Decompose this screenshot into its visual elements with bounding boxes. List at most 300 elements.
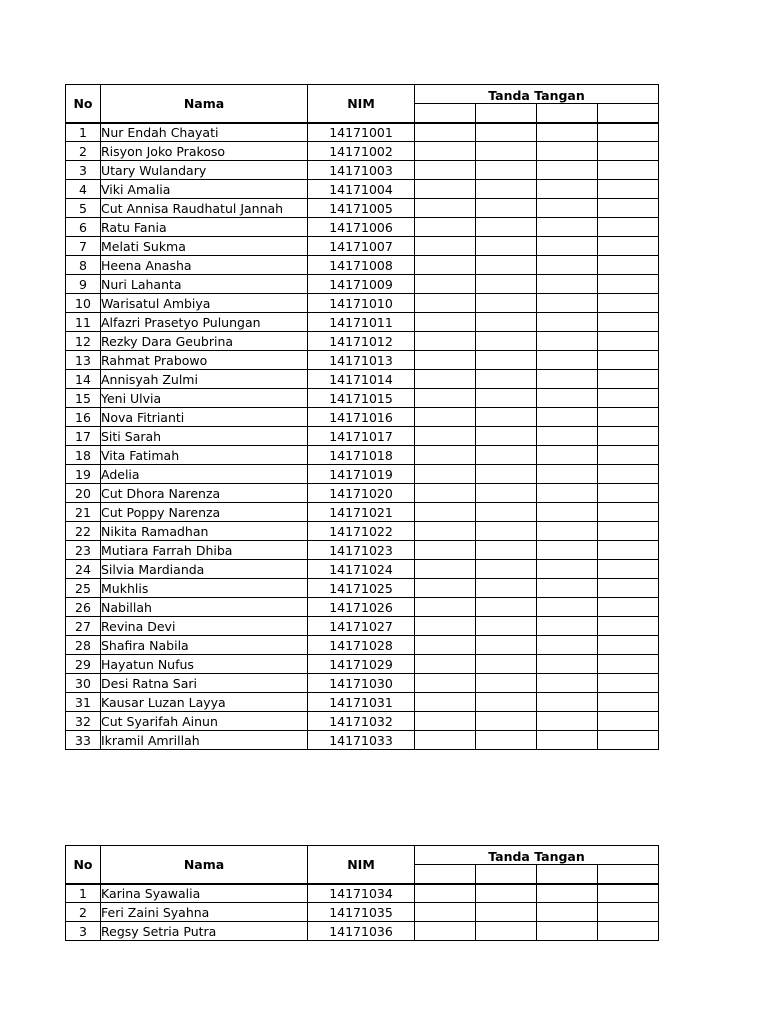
student-nim: 14171030	[308, 674, 415, 693]
student-nim: 14171007	[308, 237, 415, 256]
signature-cell[interactable]	[598, 332, 659, 351]
signature-cell[interactable]	[537, 484, 598, 503]
table-row	[66, 884, 659, 903]
row-number: 3	[66, 922, 101, 941]
row-number: 26	[66, 598, 101, 617]
signature-cell[interactable]	[537, 465, 598, 484]
student-name: Silvia Mardianda	[101, 560, 308, 579]
signature-cell[interactable]	[476, 256, 537, 275]
student-nim: 14171015	[308, 389, 415, 408]
row-number: 2	[66, 142, 101, 161]
signature-cell[interactable]	[476, 123, 537, 142]
signature-cell[interactable]	[476, 408, 537, 427]
student-nim: 14171005	[308, 199, 415, 218]
row-number: 20	[66, 484, 101, 503]
student-name: Feri Zaini Syahna	[101, 903, 308, 922]
signature-subheader-cell	[476, 104, 537, 123]
table-row	[66, 655, 659, 674]
table-row	[66, 674, 659, 693]
student-name: Kausar Luzan Layya	[101, 693, 308, 712]
student-name: Nikita Ramadhan	[101, 522, 308, 541]
signature-cell[interactable]	[415, 313, 476, 332]
signature-cell[interactable]	[476, 218, 537, 237]
row-number: 1	[66, 884, 101, 903]
signature-cell[interactable]	[537, 598, 598, 617]
header-tanda-tangan: Tanda Tangan	[415, 846, 659, 865]
row-number: 25	[66, 579, 101, 598]
signature-cell[interactable]	[537, 370, 598, 389]
table-row	[66, 541, 659, 560]
row-number: 4	[66, 180, 101, 199]
signature-cell[interactable]	[476, 275, 537, 294]
student-nim: 14171019	[308, 465, 415, 484]
signature-cell[interactable]	[415, 731, 476, 750]
student-name: Alfazri Prasetyo Pulungan	[101, 313, 308, 332]
student-nim: 14171001	[308, 123, 415, 142]
signature-cell[interactable]	[476, 541, 537, 560]
signature-cell[interactable]	[476, 332, 537, 351]
signature-cell[interactable]	[537, 712, 598, 731]
signature-cell[interactable]	[476, 674, 537, 693]
signature-cell[interactable]	[598, 922, 659, 941]
signature-cell[interactable]	[415, 218, 476, 237]
signature-cell[interactable]	[537, 655, 598, 674]
signature-cell[interactable]	[537, 560, 598, 579]
signature-cell[interactable]	[537, 503, 598, 522]
signature-cell[interactable]	[415, 636, 476, 655]
signature-cell[interactable]	[537, 123, 598, 142]
student-name: Rahmat Prabowo	[101, 351, 308, 370]
signature-cell[interactable]	[476, 484, 537, 503]
signature-cell[interactable]	[415, 541, 476, 560]
student-name: Risyon Joko Prakoso	[101, 142, 308, 161]
signature-cell[interactable]	[598, 313, 659, 332]
row-number: 6	[66, 218, 101, 237]
table-row	[66, 465, 659, 484]
signature-cell[interactable]	[537, 541, 598, 560]
table-row	[66, 693, 659, 712]
signature-cell[interactable]	[415, 199, 476, 218]
signature-cell[interactable]	[537, 332, 598, 351]
signature-cell[interactable]	[537, 237, 598, 256]
row-number: 27	[66, 617, 101, 636]
student-name: Adelia	[101, 465, 308, 484]
row-number: 29	[66, 655, 101, 674]
signature-cell[interactable]	[476, 922, 537, 941]
student-name: Yeni Ulvia	[101, 389, 308, 408]
signature-cell[interactable]	[598, 503, 659, 522]
signature-cell[interactable]	[598, 560, 659, 579]
row-number: 28	[66, 636, 101, 655]
attendance-table-2	[65, 845, 659, 941]
table-row	[66, 427, 659, 446]
signature-cell[interactable]	[415, 332, 476, 351]
row-number: 10	[66, 294, 101, 313]
row-number: 23	[66, 541, 101, 560]
signature-cell[interactable]	[537, 180, 598, 199]
student-name: Revina Devi	[101, 617, 308, 636]
student-name: Heena Anasha	[101, 256, 308, 275]
table-row	[66, 294, 659, 313]
table-row	[66, 218, 659, 237]
row-number: 12	[66, 332, 101, 351]
student-nim: 14171011	[308, 313, 415, 332]
signature-cell[interactable]	[415, 123, 476, 142]
student-name: Cut Poppy Narenza	[101, 503, 308, 522]
header-tanda-tangan: Tanda Tangan	[415, 85, 659, 104]
signature-cell[interactable]	[598, 598, 659, 617]
row-number: 22	[66, 522, 101, 541]
row-number: 2	[66, 903, 101, 922]
signature-cell[interactable]	[476, 351, 537, 370]
table-row	[66, 446, 659, 465]
signature-cell[interactable]	[415, 180, 476, 199]
signature-cell[interactable]	[415, 427, 476, 446]
student-name: Nabillah	[101, 598, 308, 617]
student-nim: 14171026	[308, 598, 415, 617]
signature-cell[interactable]	[415, 903, 476, 922]
student-nim: 14171013	[308, 351, 415, 370]
row-number: 3	[66, 161, 101, 180]
signature-cell[interactable]	[598, 256, 659, 275]
table-row	[66, 636, 659, 655]
signature-cell[interactable]	[537, 427, 598, 446]
signature-cell[interactable]	[476, 579, 537, 598]
table-row	[66, 903, 659, 922]
signature-cell[interactable]	[598, 655, 659, 674]
signature-cell[interactable]	[598, 579, 659, 598]
student-nim: 14171006	[308, 218, 415, 237]
row-number: 8	[66, 256, 101, 275]
signature-subheader-cell	[537, 865, 598, 884]
signature-cell[interactable]	[537, 903, 598, 922]
signature-cell[interactable]	[415, 408, 476, 427]
signature-cell[interactable]	[415, 256, 476, 275]
signature-cell[interactable]	[598, 903, 659, 922]
signature-cell[interactable]	[476, 389, 537, 408]
signature-cell[interactable]	[415, 617, 476, 636]
signature-cell[interactable]	[415, 560, 476, 579]
signature-cell[interactable]	[415, 598, 476, 617]
student-nim: 14171033	[308, 731, 415, 750]
student-name: Vita Fatimah	[101, 446, 308, 465]
signature-cell[interactable]	[598, 294, 659, 313]
signature-cell[interactable]	[598, 522, 659, 541]
row-number: 15	[66, 389, 101, 408]
student-nim: 14171012	[308, 332, 415, 351]
signature-cell[interactable]	[598, 237, 659, 256]
table-row	[66, 484, 659, 503]
row-number: 21	[66, 503, 101, 522]
signature-cell[interactable]	[537, 351, 598, 370]
signature-subheader-cell	[598, 865, 659, 884]
row-number: 1	[66, 123, 101, 142]
row-number: 32	[66, 712, 101, 731]
table-row	[66, 161, 659, 180]
signature-cell[interactable]	[537, 884, 598, 903]
signature-cell[interactable]	[598, 199, 659, 218]
signature-cell[interactable]	[537, 199, 598, 218]
row-number: 17	[66, 427, 101, 446]
student-name: Rezky Dara Geubrina	[101, 332, 308, 351]
signature-cell[interactable]	[476, 180, 537, 199]
row-number: 30	[66, 674, 101, 693]
signature-cell[interactable]	[598, 712, 659, 731]
signature-cell[interactable]	[598, 123, 659, 142]
row-number: 31	[66, 693, 101, 712]
signature-cell[interactable]	[537, 636, 598, 655]
signature-cell[interactable]	[476, 731, 537, 750]
student-nim: 14171023	[308, 541, 415, 560]
table-row	[66, 313, 659, 332]
signature-cell[interactable]	[476, 446, 537, 465]
signature-cell[interactable]	[598, 408, 659, 427]
signature-cell[interactable]	[537, 522, 598, 541]
student-nim: 14171008	[308, 256, 415, 275]
row-number: 5	[66, 199, 101, 218]
signature-cell[interactable]	[537, 693, 598, 712]
signature-cell[interactable]	[537, 922, 598, 941]
signature-cell[interactable]	[598, 884, 659, 903]
signature-cell[interactable]	[598, 142, 659, 161]
row-number: 19	[66, 465, 101, 484]
table-row	[66, 237, 659, 256]
signature-cell[interactable]	[476, 522, 537, 541]
signature-cell[interactable]	[598, 446, 659, 465]
signature-cell[interactable]	[476, 313, 537, 332]
student-name: Nur Endah Chayati	[101, 123, 308, 142]
student-nim: 14171032	[308, 712, 415, 731]
signature-cell[interactable]	[598, 275, 659, 294]
signature-cell[interactable]	[537, 313, 598, 332]
signature-cell[interactable]	[537, 142, 598, 161]
signature-cell[interactable]	[598, 465, 659, 484]
student-name: Melati Sukma	[101, 237, 308, 256]
student-name: Viki Amalia	[101, 180, 308, 199]
signature-cell[interactable]	[537, 256, 598, 275]
student-name: Siti Sarah	[101, 427, 308, 446]
signature-cell[interactable]	[598, 674, 659, 693]
table-row	[66, 199, 659, 218]
row-number: 11	[66, 313, 101, 332]
signature-cell[interactable]	[598, 693, 659, 712]
signature-cell[interactable]	[476, 560, 537, 579]
signature-cell[interactable]	[537, 446, 598, 465]
signature-cell[interactable]	[476, 884, 537, 903]
table-row	[66, 579, 659, 598]
table-row	[66, 522, 659, 541]
signature-cell[interactable]	[476, 142, 537, 161]
student-nim: 14171021	[308, 503, 415, 522]
signature-cell[interactable]	[476, 294, 537, 313]
table-row	[66, 389, 659, 408]
signature-cell[interactable]	[598, 731, 659, 750]
header-nama: Nama	[101, 85, 308, 123]
signature-cell[interactable]	[415, 655, 476, 674]
student-nim: 14171009	[308, 275, 415, 294]
signature-cell[interactable]	[537, 408, 598, 427]
student-name: Ikramil Amrillah	[101, 731, 308, 750]
signature-cell[interactable]	[598, 351, 659, 370]
signature-cell[interactable]	[415, 294, 476, 313]
row-number: 9	[66, 275, 101, 294]
table-row	[66, 123, 659, 142]
header-nim: NIM	[308, 85, 415, 123]
signature-cell[interactable]	[415, 351, 476, 370]
row-number: 16	[66, 408, 101, 427]
signature-cell[interactable]	[598, 636, 659, 655]
student-nim: 14171028	[308, 636, 415, 655]
table-row	[66, 351, 659, 370]
signature-cell[interactable]	[476, 427, 537, 446]
student-nim: 14171004	[308, 180, 415, 199]
signature-subheader-cell	[415, 865, 476, 884]
student-name: Shafira Nabila	[101, 636, 308, 655]
signature-cell[interactable]	[476, 598, 537, 617]
row-number: 18	[66, 446, 101, 465]
table-row	[66, 617, 659, 636]
signature-cell[interactable]	[537, 161, 598, 180]
signature-cell[interactable]	[598, 389, 659, 408]
signature-cell[interactable]	[476, 465, 537, 484]
student-nim: 14171002	[308, 142, 415, 161]
header-no: No	[66, 85, 101, 123]
signature-cell[interactable]	[415, 446, 476, 465]
student-nim: 14171014	[308, 370, 415, 389]
signature-cell[interactable]	[415, 465, 476, 484]
table-row	[66, 598, 659, 617]
student-name: Nuri Lahanta	[101, 275, 308, 294]
signature-cell[interactable]	[598, 161, 659, 180]
student-nim: 14171018	[308, 446, 415, 465]
header-nama: Nama	[101, 846, 308, 884]
signature-cell[interactable]	[415, 484, 476, 503]
signature-cell[interactable]	[537, 218, 598, 237]
signature-subheader-cell	[476, 865, 537, 884]
signature-cell[interactable]	[537, 389, 598, 408]
signature-cell[interactable]	[598, 180, 659, 199]
signature-cell[interactable]	[415, 693, 476, 712]
row-number: 7	[66, 237, 101, 256]
table-row	[66, 922, 659, 941]
signature-cell[interactable]	[415, 275, 476, 294]
signature-cell[interactable]	[415, 503, 476, 522]
signature-cell[interactable]	[415, 884, 476, 903]
row-number: 14	[66, 370, 101, 389]
signature-subheader-cell	[415, 104, 476, 123]
signature-cell[interactable]	[537, 617, 598, 636]
row-number: 33	[66, 731, 101, 750]
signature-cell[interactable]	[476, 655, 537, 674]
signature-cell[interactable]	[476, 617, 537, 636]
signature-cell[interactable]	[598, 218, 659, 237]
student-nim: 14171031	[308, 693, 415, 712]
signature-cell[interactable]	[537, 275, 598, 294]
student-name: Warisatul Ambiya	[101, 294, 308, 313]
student-nim: 14171003	[308, 161, 415, 180]
table-1-body	[66, 123, 659, 750]
signature-cell[interactable]	[415, 389, 476, 408]
student-nim: 14171017	[308, 427, 415, 446]
signature-cell[interactable]	[476, 161, 537, 180]
student-name: Mutiara Farrah Dhiba	[101, 541, 308, 560]
signature-cell[interactable]	[537, 579, 598, 598]
table-row	[66, 275, 659, 294]
signature-cell[interactable]	[415, 579, 476, 598]
signature-cell[interactable]	[415, 674, 476, 693]
attendance-table-1	[65, 84, 659, 750]
header-nim: NIM	[308, 846, 415, 884]
row-number: 13	[66, 351, 101, 370]
signature-cell[interactable]	[537, 294, 598, 313]
signature-cell[interactable]	[415, 922, 476, 941]
signature-cell[interactable]	[476, 636, 537, 655]
signature-cell[interactable]	[598, 617, 659, 636]
header-no: No	[66, 846, 101, 884]
student-name: Cut Syarifah Ainun	[101, 712, 308, 731]
student-name: Nova Fitrianti	[101, 408, 308, 427]
student-nim: 14171020	[308, 484, 415, 503]
student-name: Mukhlis	[101, 579, 308, 598]
signature-cell[interactable]	[415, 712, 476, 731]
table-row	[66, 408, 659, 427]
student-name: Desi Ratna Sari	[101, 674, 308, 693]
table-row	[66, 142, 659, 161]
signature-cell[interactable]	[476, 370, 537, 389]
signature-cell[interactable]	[476, 712, 537, 731]
signature-cell[interactable]	[476, 903, 537, 922]
row-number: 24	[66, 560, 101, 579]
table-row	[66, 332, 659, 351]
student-nim: 14171027	[308, 617, 415, 636]
table-row	[66, 370, 659, 389]
student-nim: 14171022	[308, 522, 415, 541]
student-nim: 14171029	[308, 655, 415, 674]
signature-cell[interactable]	[476, 503, 537, 522]
table-row	[66, 180, 659, 199]
signature-cell[interactable]	[415, 161, 476, 180]
signature-cell[interactable]	[598, 427, 659, 446]
signature-cell[interactable]	[537, 674, 598, 693]
student-name: Ratu Fania	[101, 218, 308, 237]
student-nim: 14171010	[308, 294, 415, 313]
signature-cell[interactable]	[476, 237, 537, 256]
student-nim: 14171035	[308, 903, 415, 922]
signature-subheader-cell	[598, 104, 659, 123]
signature-cell[interactable]	[415, 522, 476, 541]
student-nim: 14171024	[308, 560, 415, 579]
signature-cell[interactable]	[598, 370, 659, 389]
student-nim: 14171016	[308, 408, 415, 427]
signature-cell[interactable]	[598, 484, 659, 503]
signature-cell[interactable]	[415, 370, 476, 389]
signature-cell[interactable]	[415, 142, 476, 161]
student-name: Hayatun Nufus	[101, 655, 308, 674]
signature-cell[interactable]	[415, 237, 476, 256]
table-row	[66, 560, 659, 579]
student-name: Regsy Setria Putra	[101, 922, 308, 941]
student-nim: 14171025	[308, 579, 415, 598]
student-name: Cut Annisa Raudhatul Jannah	[101, 199, 308, 218]
signature-cell[interactable]	[476, 693, 537, 712]
table-row	[66, 731, 659, 750]
signature-cell[interactable]	[598, 541, 659, 560]
signature-cell[interactable]	[476, 199, 537, 218]
signature-cell[interactable]	[537, 731, 598, 750]
table-row	[66, 503, 659, 522]
student-name: Cut Dhora Narenza	[101, 484, 308, 503]
table-2-body	[66, 884, 659, 941]
